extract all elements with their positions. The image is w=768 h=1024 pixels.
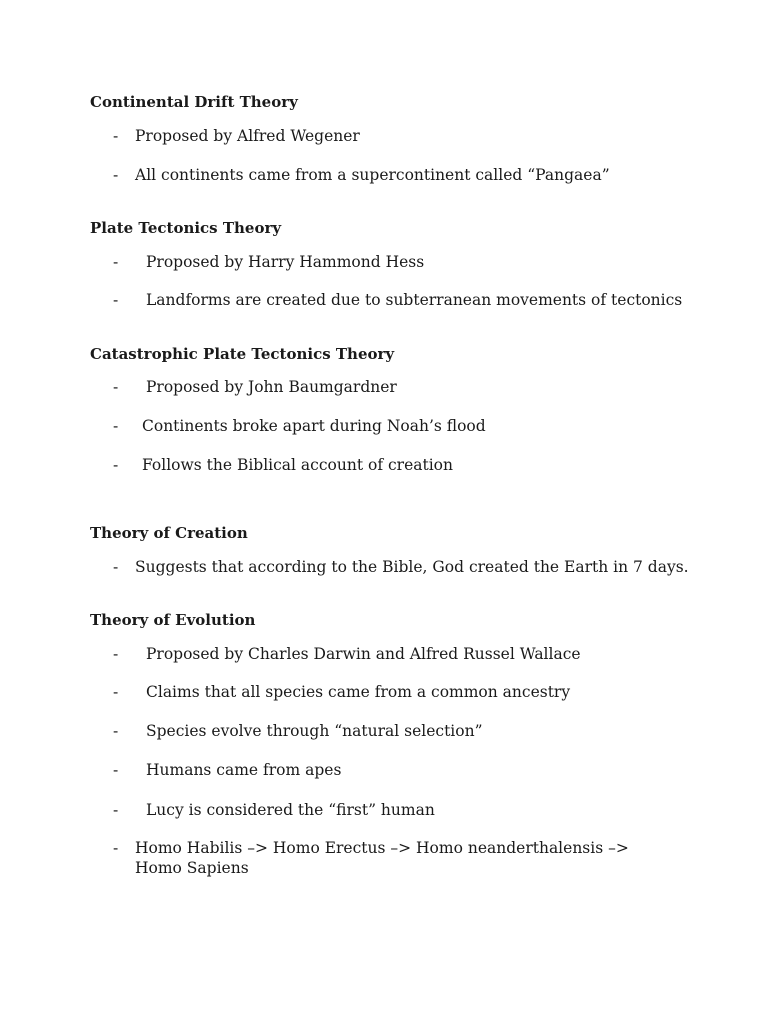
list-item-text: Proposed by Alfred Wegener — [135, 127, 360, 145]
section-heading-continental-drift: Continental Drift Theory — [90, 93, 298, 111]
list-item-text: Humans came from apes — [146, 761, 342, 779]
list-item-text: All continents came from a supercontinent called “Pangaea” — [135, 166, 610, 184]
section-heading-evolution: Theory of Evolution — [90, 611, 256, 629]
list-item-text: Landforms are created due to subterranean movements of tectonics — [146, 291, 683, 309]
bullet-dash: - — [113, 839, 119, 857]
bullet-dash: - — [113, 456, 119, 474]
bullet-dash: - — [113, 558, 119, 576]
list-item-text: Claims that all species came from a common ancestry — [146, 683, 571, 701]
list-item-text: Species evolve through “natural selection” — [146, 722, 483, 740]
bullet-dash: - — [113, 645, 119, 663]
bullet-dash: - — [113, 291, 119, 309]
bullet-dash: - — [113, 801, 119, 819]
list-item-text: Homo Habilis –> Homo Erectus –> Homo neanderthalensis –> Homo Sapiens — [135, 839, 629, 877]
bullet-dash: - — [113, 253, 119, 271]
bullet-dash: - — [113, 722, 119, 740]
list-item-text: Continents broke apart during Noah’s flood — [142, 417, 486, 435]
list-item-text: Suggests that according to the Bible, God created the Earth in 7 days. — [135, 558, 689, 576]
bullet-dash: - — [113, 127, 119, 145]
list-item-text: Proposed by Harry Hammond Hess — [146, 253, 425, 271]
bullet-dash: - — [113, 417, 119, 435]
section-heading-catastrophic-plate-tectonics: Catastrophic Plate Tectonics Theory — [90, 345, 395, 363]
bullet-dash: - — [113, 166, 119, 184]
list-item-text: Lucy is considered the “first” human — [146, 801, 435, 819]
list-item-text: Proposed by Charles Darwin and Alfred Russel Wallace — [146, 645, 581, 663]
bullet-dash: - — [113, 683, 119, 701]
list-item-text: Proposed by John Baumgardner — [146, 378, 397, 396]
section-heading-plate-tectonics: Plate Tectonics Theory — [90, 219, 282, 237]
section-heading-creation: Theory of Creation — [90, 524, 248, 542]
bullet-dash: - — [113, 378, 119, 396]
list-item-text: Follows the Biblical account of creation — [142, 456, 453, 474]
bullet-dash: - — [113, 761, 119, 779]
